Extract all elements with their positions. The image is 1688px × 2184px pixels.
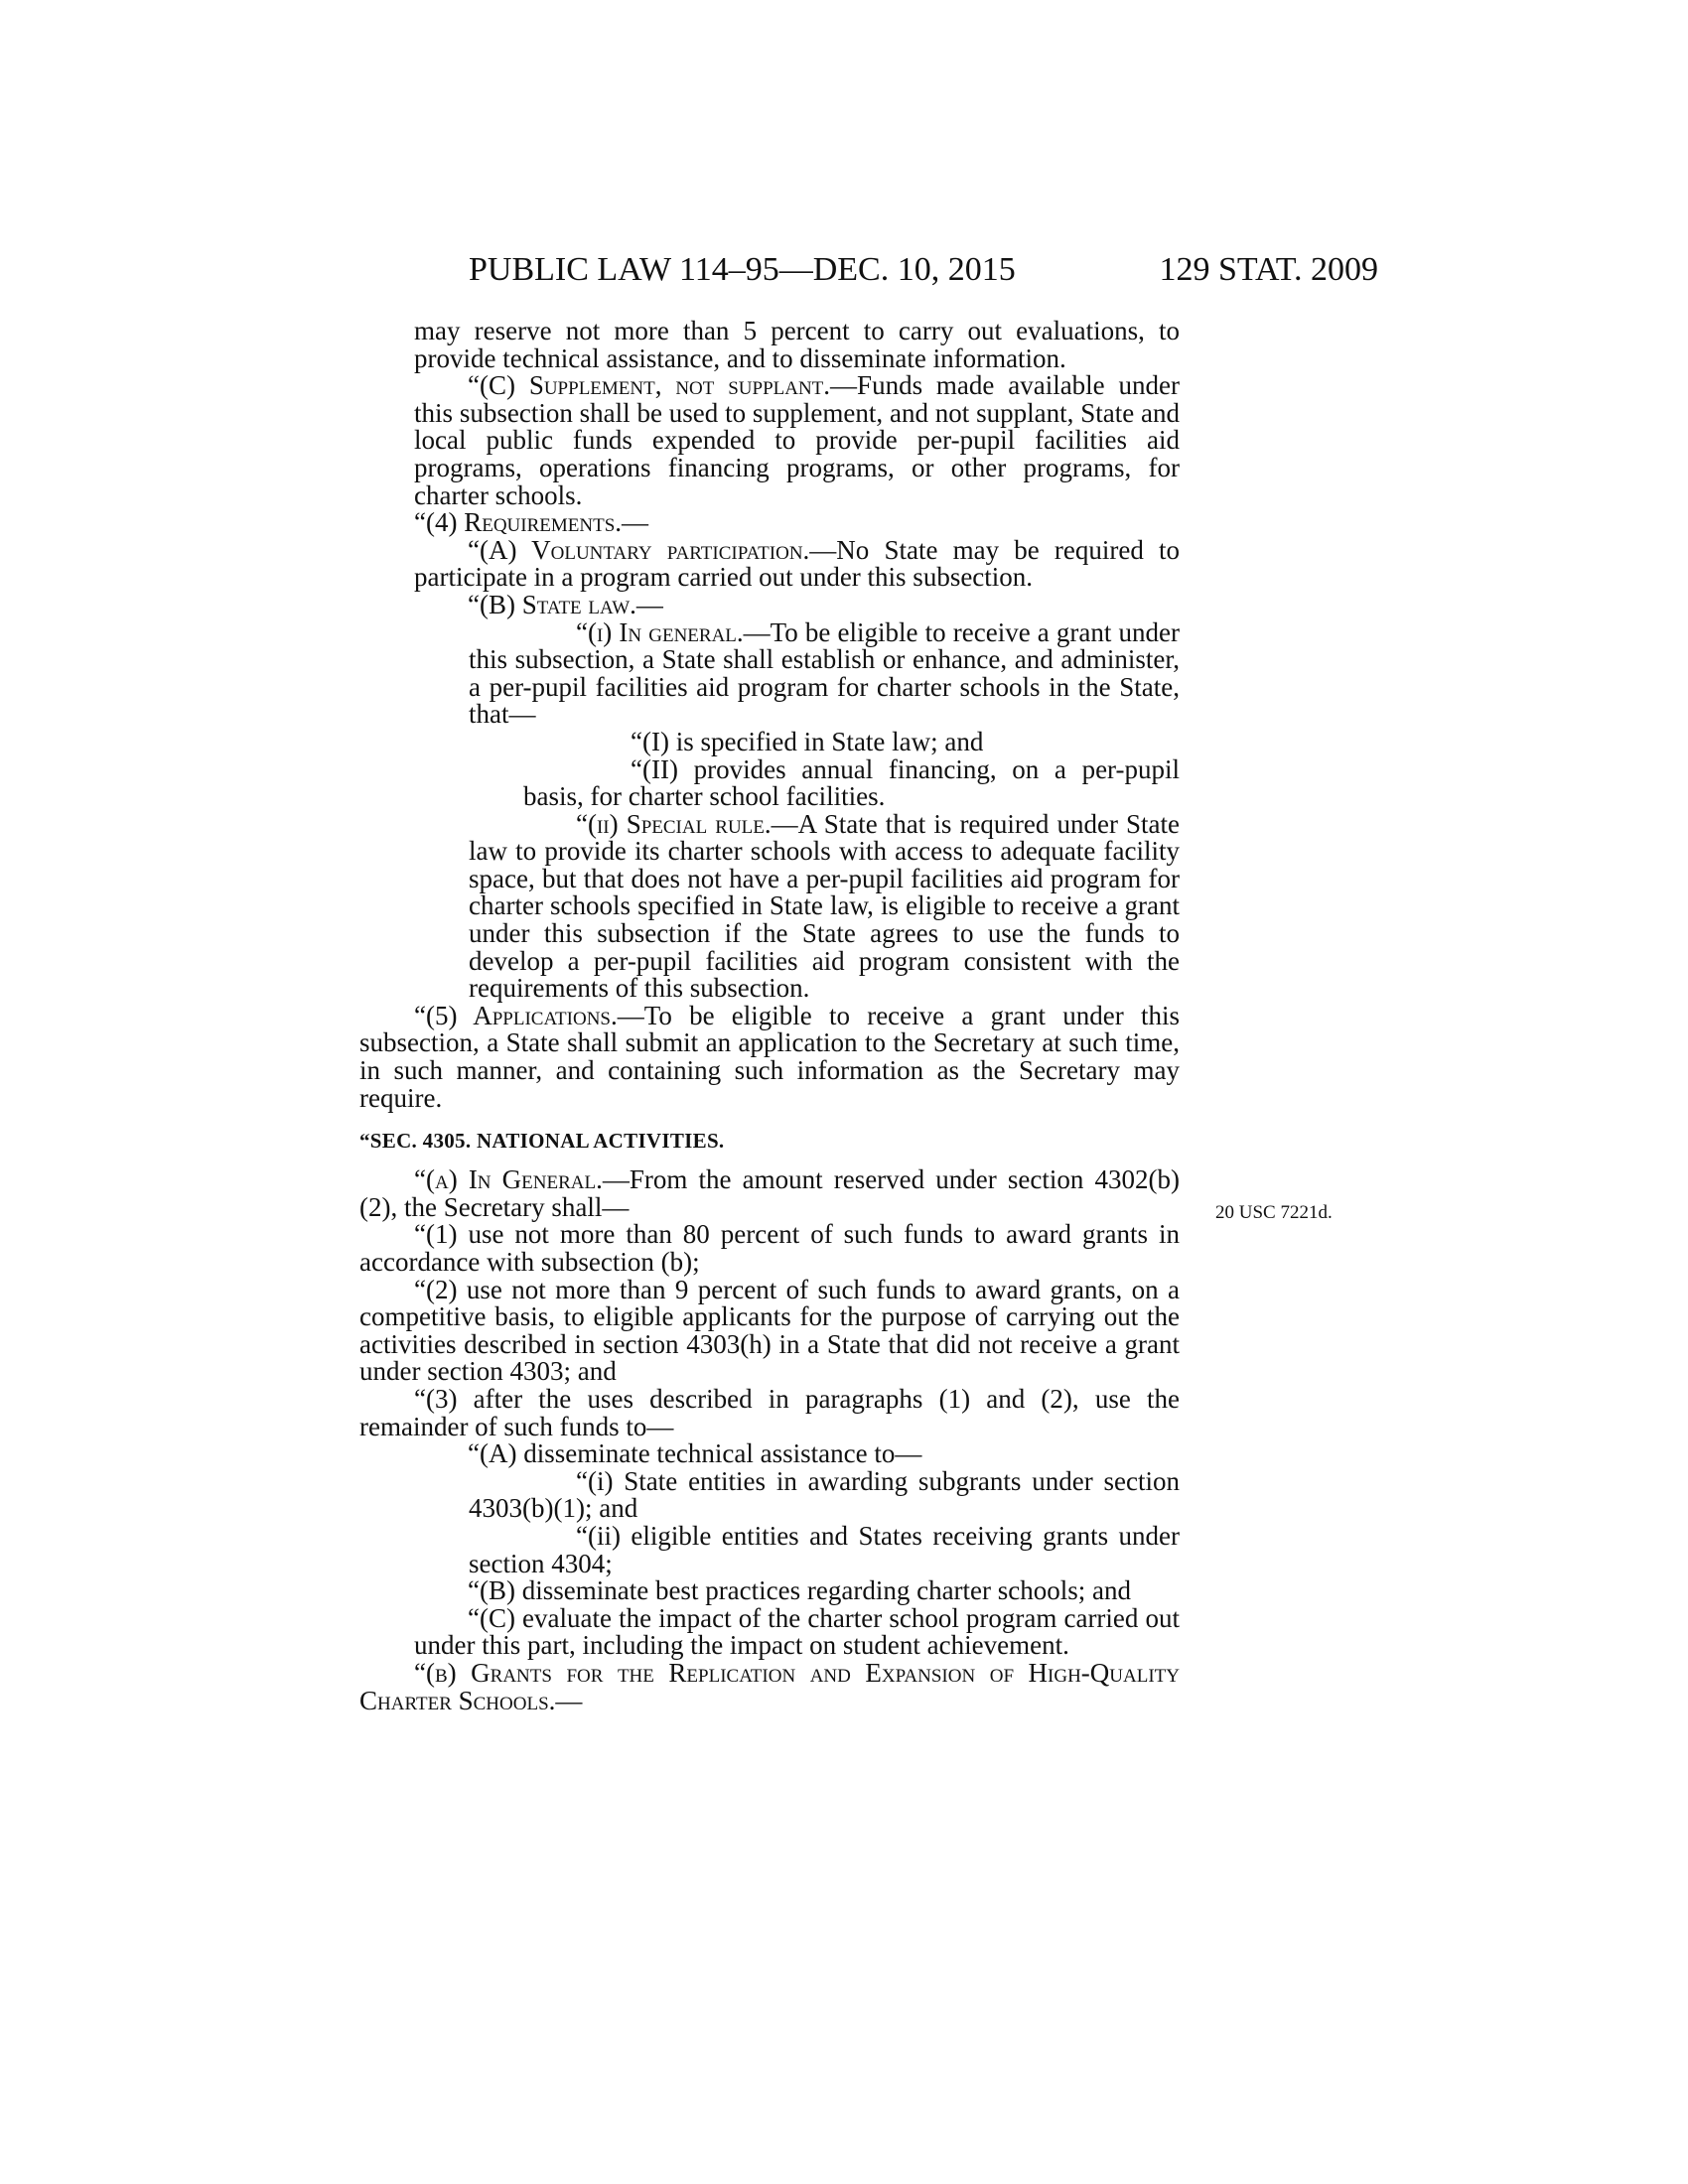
header-public-law: PUBLIC LAW 114–95—DEC. 10, 2015 — [469, 251, 1016, 288]
heading-state-law: “(B) State law. — [468, 589, 636, 619]
paragraph-requirements: “(4) Requirements.— — [414, 507, 649, 538]
paragraph-reserve: may reserve not more than 5 percent to carry out evaluations, to provide technical assistance, and to disseminate information. — [414, 316, 1180, 373]
heading-a-in-general: “(a) In General. — [414, 1164, 603, 1195]
paragraph-item-A: “(A) disseminate technical assistance to— — [468, 1438, 922, 1469]
heading-b-grants: “(b) Grants for the Replication and Expansion of High-Quality Charter Schools. — [359, 1657, 1180, 1715]
page-body — [359, 318, 1180, 1714]
section-heading: “SEC. 4305. NATIONAL ACTIVITIES. — [359, 1129, 725, 1154]
paragraph-state-law: “(B) State law.— — [468, 589, 663, 619]
paragraph-b-grants: “(b) Grants for the Replication and Expansion of High-Quality Charter Schools.— — [359, 1657, 1180, 1715]
heading-special-rule: “(ii) Special rule. — [576, 808, 772, 839]
paragraph-item-B: “(B) disseminate best practices regarding charter schools; and — [468, 1575, 1131, 1606]
heading-supplement: “(C) Supplement, not supplant. — [468, 370, 831, 401]
heading-in-general-i: “(i) In general. — [576, 616, 744, 647]
paragraph-clause-I: “(I) is specified in State law; and — [631, 726, 984, 756]
paragraph-item-A-ii: “(ii) eligible entities and States receiving grants under section 4304; — [469, 1520, 1180, 1578]
paragraph-supplement: “(C) Supplement, not supplant.—Funds made available under this subsection shall be used to supplement, and not supplant, State and local public funds expended to provide per-pupil facilities aid programs, operations financing programs, or other programs, for charter schools. — [414, 370, 1180, 510]
heading-voluntary: “(A) Voluntary participation. — [468, 534, 810, 565]
paragraph-item-3: “(3) after the uses described in paragraphs (1) and (2), use the remainder of such funds to— — [359, 1383, 1180, 1441]
paragraph-item-1: “(1) use not more than 80 percent of such funds to award grants in accordance with subsection (b); — [359, 1219, 1180, 1277]
paragraph-a-in-general: “(a) In General.—From the amount reserved under section 4302(b)(2), the Secretary shall— — [359, 1164, 1180, 1222]
header-stat-page: 129 STAT. 2009 — [1159, 251, 1378, 288]
paragraph-in-general-i: “(i) In general.—To be eligible to receive a grant under this subsection, a State shall establish or enhance, and administer, a per-pupil facilities aid program for charter schools in the State, that— — [469, 616, 1180, 730]
paragraph-voluntary: “(A) Voluntary participation.—No State may be required to participate in a program carried out under this subsection. — [414, 534, 1180, 593]
paragraph-item-A-i: “(i) State entities in awarding subgrants under section 4303(b)(1); and — [469, 1465, 1180, 1524]
heading-requirements: “(4) Requirements. — [414, 507, 623, 538]
paragraph-clause-II: “(II) provides annual financing, on a per-pupil basis, for charter school facilities. — [523, 753, 1180, 812]
paragraph-item-C: “(C) evaluate the impact of the charter school program carried out under this part, including the impact on student achievement. — [414, 1602, 1180, 1661]
margin-citation: 20 USC 7221d. — [1215, 1202, 1333, 1223]
paragraph-applications: “(5) Applications.—To be eligible to receive a grant under this subsection, a State shall submit an application to the Secretary at such time, in such manner, and containing such information as the Secretary may require. — [359, 1000, 1180, 1113]
heading-applications: “(5) Applications. — [414, 1000, 618, 1030]
paragraph-item-2: “(2) use not more than 9 percent of such funds to award grants, on a competitive basis, to eligible applicants for the purpose of carrying out the activities described in section 4303(h) in a State that did not receive a grant under section 4303; and — [359, 1274, 1180, 1387]
running-header — [469, 250, 1378, 290]
paragraph-special-rule: “(ii) Special rule.—A State that is required under State law to provide its charter schools with access to adequate facility space, but that does not have a per-pupil facilities aid program for charter schools specified in State law, is eligible to receive a grant under this subsection if the State agrees to use the funds to develop a per-pupil facilities aid program consistent with the requirements of this subsection. — [469, 808, 1181, 1004]
